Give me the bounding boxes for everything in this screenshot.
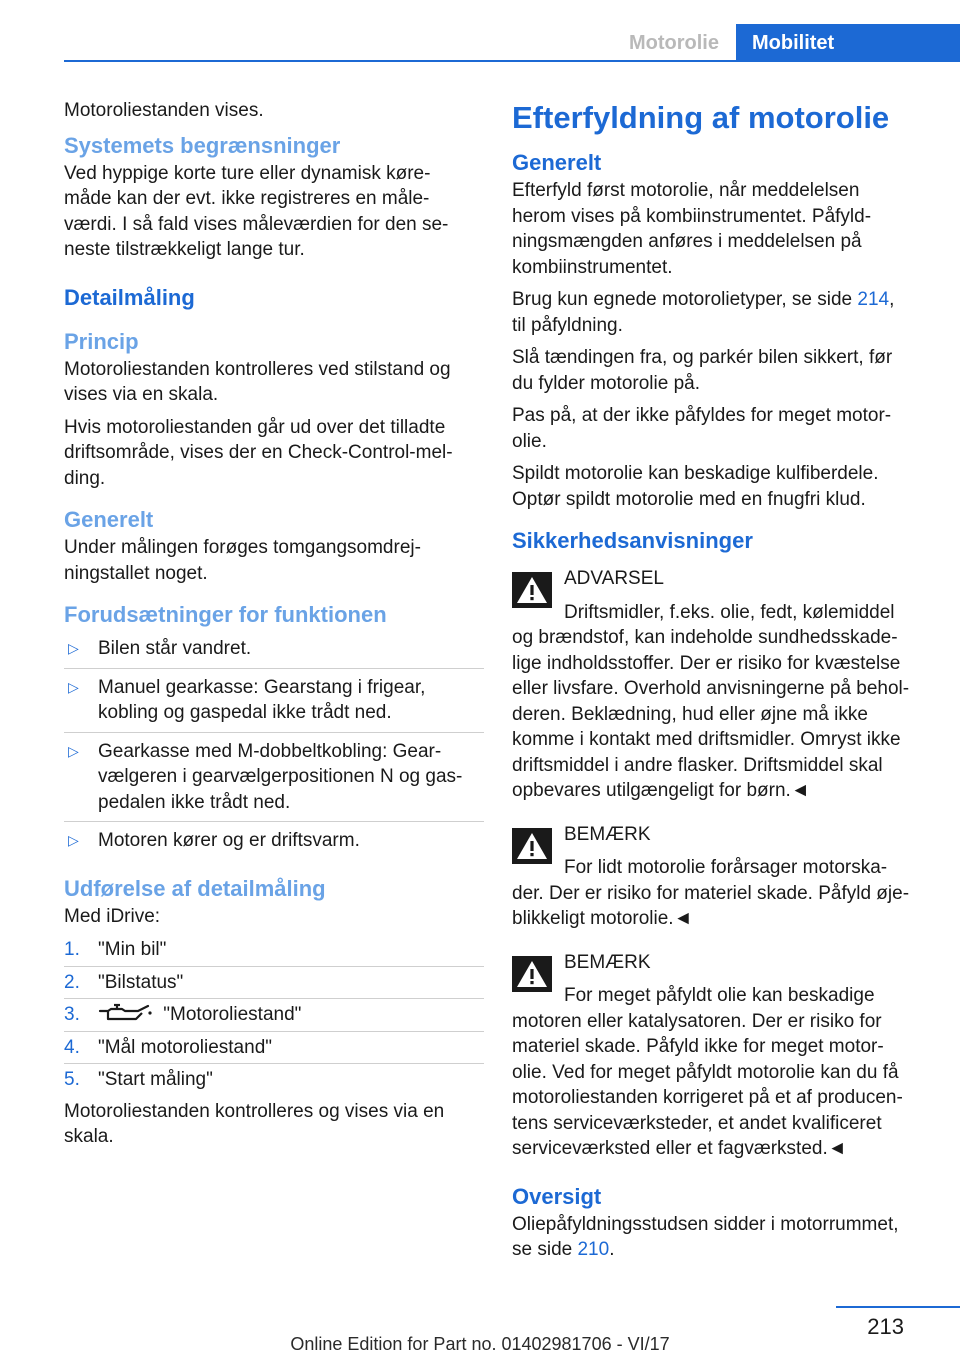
text-line: serviceværksted eller et fagværksted.◄: [512, 1138, 847, 1159]
list-item: [64, 1067, 484, 1096]
warning-triangle-icon: [512, 572, 552, 608]
text-line: driftsområde, vises der en Check-Control-mel-: [64, 442, 453, 463]
sikkerhed-heading: Sikkerhedsanvisninger: [512, 528, 753, 553]
triangle-bullet-icon: ▷: [68, 742, 79, 759]
text-line: Pas på, at der ikke påfyldes for meget motor-: [512, 405, 892, 426]
page-ref-link[interactable]: 214: [857, 289, 890, 310]
detailmaling-heading: Detailmåling: [64, 284, 195, 310]
princip-text-2: [64, 415, 484, 492]
step-number: 1.: [64, 939, 80, 960]
step-text: "Bilstatus": [98, 971, 184, 993]
notice-text: [512, 881, 928, 932]
systemets-heading: Systemets begrænsninger: [64, 132, 341, 158]
oversigt-text: [512, 1212, 928, 1263]
tab-chapter-mobilitet[interactable]: Mobilitet: [736, 24, 960, 62]
text-line: skala.: [64, 1126, 114, 1147]
text-line: olie. Ved for meget påfyldt motorolie kan du få: [512, 1061, 899, 1083]
left-column: [64, 98, 484, 1157]
text-line: se side: [512, 1239, 578, 1260]
text-line: Motoren kører og er driftsvarm.: [98, 830, 360, 851]
oil-can-icon: [98, 1003, 152, 1023]
forudsaetninger-list: [64, 636, 484, 860]
list-item: [64, 1035, 484, 1065]
text-line: ding.: [64, 467, 106, 489]
notice-block: [512, 822, 928, 932]
text-line: du fylder motorolie på.: [512, 372, 700, 394]
text-line: pedalen ikke trådt ned.: [98, 791, 291, 813]
notice-text-first: For lidt motorolie forårsager motorska-: [564, 857, 888, 878]
step-text: "Motoroliestand": [163, 1004, 302, 1025]
text-line: kobling og gaspedal ikke trådt ned.: [98, 702, 392, 723]
text-line: tens serviceværksteder, et andet kvalificeret: [512, 1112, 882, 1134]
text-line: Motoroliestanden kontrolleres ved stilstand og: [64, 358, 451, 380]
text-line: måde kan der evt. ikke registreres en måle-: [64, 188, 430, 209]
list-item: [64, 970, 484, 1000]
princip-heading: Princip: [64, 328, 139, 354]
text-line: ningsmængden anføres i meddelelsen på: [512, 231, 862, 252]
text-line: lige indholdsstoffer. Der er risiko for kvæstelse: [512, 652, 901, 674]
edition-footer: Online Edition for Part no. 01402981706 - VI/17: [290, 1334, 670, 1354]
warning-label: ADVARSEL: [564, 568, 664, 589]
text-line: Spildt motorolie kan beskadige kulfiberdele.: [512, 463, 879, 484]
text-line: eller livsfare. Overhold anvisningerne på behol-: [512, 678, 910, 699]
text-line: vises via en skala.: [64, 384, 219, 405]
step-number: 5.: [64, 1069, 80, 1090]
generelt-heading-right: Generelt: [512, 150, 602, 175]
triangle-bullet-icon: ▷: [68, 678, 79, 695]
list-item: [64, 739, 484, 823]
text-line: Motoroliestanden kontrolleres og vises via en: [64, 1100, 445, 1122]
text-line: Efterfyld først motorolie, når meddelelsen: [512, 180, 860, 201]
list-item: [64, 1002, 484, 1032]
systemets-text: [64, 161, 484, 263]
list-item: [64, 675, 484, 733]
notice-text: [512, 1009, 928, 1162]
text-line: Hvis motoroliestanden går ud over det tilladte: [64, 416, 446, 438]
generelt-text-left: [64, 535, 484, 586]
right-column: [512, 98, 928, 1270]
page-number: 213: [867, 1314, 904, 1339]
text-line: deren. Beklædning, hud eller øjne må ikke: [512, 703, 868, 725]
generelt-text-3: [512, 345, 928, 396]
step-number: 2.: [64, 971, 80, 993]
generelt-text-4: [512, 403, 928, 454]
text-line: opbevares utilgængeligt for børn.◄: [512, 780, 810, 801]
page-ref-link[interactable]: 210: [577, 1239, 610, 1260]
oversigt-heading: Oversigt: [512, 1183, 602, 1209]
punctuation: ,: [889, 289, 895, 310]
notice-text-first: For meget påfyldt olie kan beskadige: [564, 985, 875, 1006]
text-line: Under målingen forøges tomgangsomdrej-: [64, 537, 421, 558]
forudsaetninger-heading: Forudsætninger for funktionen: [64, 602, 387, 627]
warning-text: [512, 625, 928, 804]
text-line: herom vises på kombiinstrumentet. Påfyld-: [512, 205, 872, 227]
generelt-heading-left: Generelt: [64, 507, 154, 532]
notice-label: BEMÆRK: [564, 823, 651, 845]
idrive-steps-list: [64, 937, 484, 1096]
list-item: [64, 937, 484, 967]
text-line: Gearkasse med M-dobbeltkobling: Gear-: [98, 740, 442, 762]
text-line: værdi. I så fald vises måleværdien for den se-: [64, 213, 449, 235]
text-line: Manuel gearkasse: Gearstang i frigear,: [98, 676, 426, 698]
text-line: der. Der er risiko for materiel skade. Påfyld øje-: [512, 882, 910, 904]
text-line: blikkeligt motorolie.◄: [512, 908, 693, 929]
text-line: Slå tændingen fra, og parkér bilen sikkert, før: [512, 347, 893, 368]
warning-triangle-icon: [512, 828, 552, 864]
text-line: til påfyldning.: [512, 314, 623, 336]
text-line: driftsmiddel i andre flasker. Driftsmiddel skal: [512, 754, 883, 776]
text-line: motoren eller katalysatoren. Der er risiko for: [512, 1010, 882, 1032]
step-text: "Start måling": [98, 1069, 213, 1090]
text-line: og brændstof, kan indeholde sundhedsskade-: [512, 627, 898, 648]
closing-text: [64, 1099, 484, 1150]
triangle-bullet-icon: ▷: [68, 832, 79, 848]
warning-text-first: Driftsmidler, f.eks. olie, fedt, kølemiddel: [564, 601, 895, 623]
step-text: "Mål motoroliestand": [98, 1036, 273, 1058]
footer-divider: [836, 1306, 960, 1308]
warning-triangle-icon: [512, 956, 552, 992]
text-line: Bilen står vandret.: [98, 638, 252, 659]
triangle-bullet-icon: ▷: [68, 640, 79, 656]
text-line: komme i kontakt med driftsmidler. Omryst ikke: [512, 729, 901, 750]
notice-label: BEMÆRK: [564, 951, 651, 973]
udforelse-heading: Udførelse af detailmåling: [64, 875, 326, 901]
text-line: olie.: [512, 430, 547, 452]
generelt-text-2: [512, 287, 928, 338]
punctuation: .: [609, 1239, 615, 1260]
warning-block: [512, 566, 928, 804]
text-line: ningstallet noget.: [64, 562, 208, 584]
header-divider: [64, 60, 960, 62]
notice-block: [512, 950, 928, 1162]
text-line: motoroliestanden korrigeret på et af producen-: [512, 1087, 903, 1108]
intro-text: Motoroliestanden vises.: [64, 100, 264, 121]
section-title: Efterfyldning af motorolie: [512, 100, 890, 135]
step-number: 3.: [64, 1004, 80, 1025]
princip-text-1: [64, 357, 484, 408]
page-header: [0, 0, 960, 62]
step-number: 4.: [64, 1036, 80, 1058]
tab-section-motorolie[interactable]: Motorolie: [629, 32, 719, 54]
text-line: neste tilstrækkeligt lange tur.: [64, 239, 305, 260]
step-text: "Min bil": [98, 939, 167, 960]
list-item: [64, 636, 484, 669]
generelt-text-1: [512, 178, 928, 280]
generelt-text-5: [512, 461, 928, 512]
text-line: Ved hyppige korte ture eller dynamisk køre-: [64, 162, 431, 184]
text-line: Brug kun egnede motorolietyper, se side: [512, 289, 858, 310]
text-line: materiel skade. Påfyld ikke for meget motor-: [512, 1036, 884, 1057]
text-line: Oliepåfyldningsstudsen sidder i motorrummet,: [512, 1213, 899, 1235]
list-item: [64, 828, 484, 860]
text-line: vælgeren i gearvælgerpositionen N og gas-: [98, 766, 463, 787]
text-line: kombiinstrumentet.: [512, 256, 673, 278]
udforelse-intro: Med iDrive:: [64, 905, 161, 927]
text-line: Optør spildt motorolie med en fnugfri klud.: [512, 488, 866, 510]
